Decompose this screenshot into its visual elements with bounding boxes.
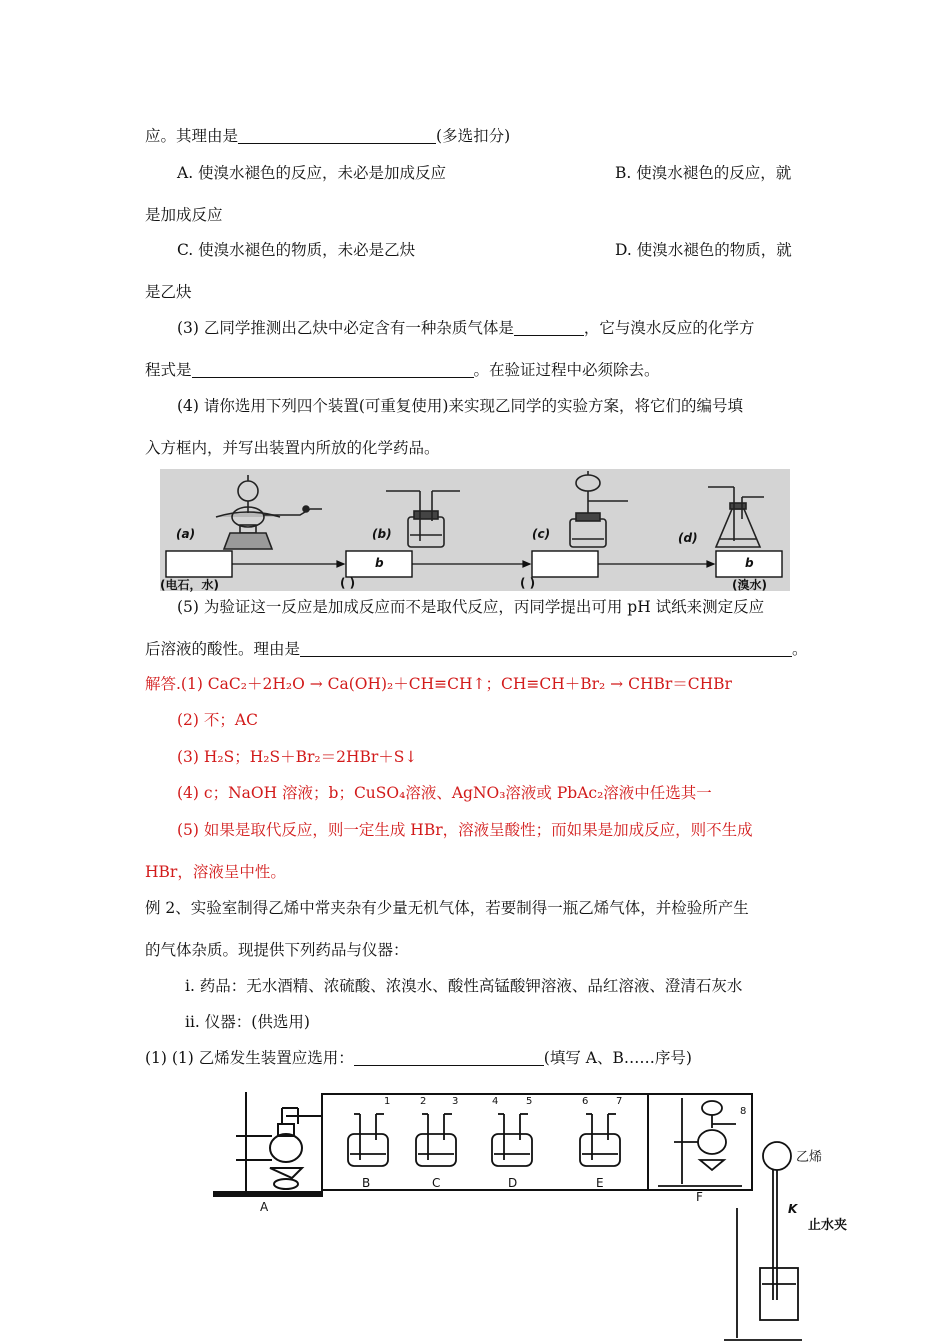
- bottle-C-icon: [416, 1134, 456, 1166]
- gas-collection-icon: [724, 1142, 802, 1340]
- apparatus-drawings: [160, 469, 790, 591]
- answer-5-cont: HBr，溶液呈中性。: [145, 863, 286, 881]
- ex2-q1: [145, 1048, 692, 1068]
- port-2: 2: [420, 1096, 427, 1107]
- box-a[interactable]: [166, 551, 232, 577]
- caption-a: (电石，水): [160, 578, 219, 592]
- ethylene-label: 乙烯: [796, 1150, 823, 1165]
- ex2-line2: 的气体杂质。现提供下列药品与仪器：: [145, 941, 409, 959]
- option-d: D. 使溴水褪色的物质，就: [615, 241, 792, 259]
- port-4: 4: [492, 1096, 499, 1107]
- q5-reason-blank[interactable]: [300, 641, 792, 657]
- label-A: A: [260, 1200, 269, 1214]
- q5-line2: [145, 639, 808, 659]
- port-7: 7: [616, 1096, 623, 1107]
- bottle-D-icon: [492, 1134, 532, 1166]
- port-5: 5: [526, 1096, 533, 1107]
- box-c[interactable]: [532, 551, 598, 577]
- instrument-drawings: [212, 1088, 862, 1344]
- label-a: (a): [176, 527, 196, 541]
- caption-b: ( ): [340, 576, 356, 590]
- q5-text-a: 后溶液的酸性。理由是: [145, 640, 301, 658]
- ex2-q1-text: (1) (1) 乙烯发生装置应选用：: [145, 1049, 354, 1067]
- answer-1: 解答.(1) CaC₂＋2H₂O → Ca(OH)₂＋CH≡CH↑；CH≡CH＋Br₂ → CHBr＝CHBr: [145, 675, 732, 693]
- q3-text-b: ，它与溴水反应的化学方: [583, 319, 755, 337]
- bottle-B-icon: [348, 1134, 388, 1166]
- q3-line1: [177, 318, 754, 338]
- port-1: 1: [384, 1096, 391, 1107]
- port-8: 8: [740, 1106, 747, 1117]
- label-D: D: [508, 1176, 518, 1190]
- apparatus-F-icon: [658, 1098, 742, 1186]
- q3-text-a: (3) 乙同学推测出乙炔中必定含有一种杂质气体是: [177, 319, 514, 337]
- option-c: C. 使溴水褪色的物质，未必是乙炔: [177, 241, 416, 259]
- apparatus-c-icon: [570, 471, 628, 547]
- apparatus-A-icon: [214, 1092, 322, 1196]
- option-d-cont: 是乙炔: [145, 283, 192, 301]
- clamp-label: 止水夹: [808, 1218, 848, 1233]
- ex2-reagents: ⅰ. 药品：无水酒精、浓硫酸、浓溴水、酸性高锰酸钾溶液、品红溶液、澄清石灰水: [185, 977, 743, 995]
- q2-reason-prefix: 应。其理由是: [145, 127, 239, 145]
- ex2-line1: 例 2、实验室制得乙烯中常夹杂有少量无机气体，若要制得一瓶乙烯气体，并检验所产生: [145, 899, 749, 917]
- ex2-q1-suffix: (填写 A、B……序号): [543, 1049, 692, 1067]
- valve-k-label: K: [788, 1202, 798, 1216]
- apparatus-b-icon: [386, 491, 460, 547]
- port-6: 6: [582, 1096, 589, 1107]
- answer-2: (2) 不；AC: [177, 711, 258, 729]
- option-a: A. 使溴水褪色的反应，未必是加成反应: [177, 164, 447, 182]
- q5-text-b: 。: [792, 640, 808, 658]
- caption-c: ( ): [520, 576, 536, 590]
- q4-line1: (4) 请你选用下列四个装置(可重复使用)来实现乙同学的实验方案，将它们的编号填: [177, 397, 743, 415]
- wash-bottles: [348, 1114, 620, 1166]
- apparatus-figure-2: [212, 1088, 862, 1344]
- box-b-text: b: [375, 556, 384, 570]
- q3-text-c: 程式是: [145, 361, 192, 379]
- q3-gas-blank[interactable]: [514, 320, 584, 336]
- apparatus-d-icon: [708, 487, 764, 547]
- q2-reason-suffix: (多选扣分): [436, 127, 511, 145]
- ex2-q1-blank[interactable]: [354, 1050, 544, 1066]
- option-b-cont: 是加成反应: [145, 206, 223, 224]
- answer-3: (3) H₂S；H₂S＋Br₂＝2HBr＋S↓: [177, 748, 418, 766]
- label-E: E: [596, 1176, 604, 1190]
- answer-4: (4) c；NaOH 溶液；b；CuSO₄溶液、AgNO₃溶液或 PbAc₂溶液中任选其一: [177, 784, 712, 802]
- box-d-text: b: [745, 556, 754, 570]
- q5-line1: (5) 为验证这一反应是加成反应而不是取代反应，丙同学提出可用 pH 试纸来测定反应: [177, 598, 765, 616]
- bottle-E-icon: [580, 1134, 620, 1166]
- answer-5: (5) 如果是取代反应，则一定生成 HBr，溶液呈酸性；而如果是加成反应，则不生成: [177, 821, 753, 839]
- label-B: B: [362, 1176, 371, 1190]
- apparatus-figure-1: [160, 469, 790, 591]
- q2-reason-blank[interactable]: [238, 128, 436, 144]
- ex2-instruments: ⅱ. 仪器：(供选用): [185, 1013, 310, 1031]
- q3-equation-blank[interactable]: [192, 362, 474, 378]
- port-3: 3: [452, 1096, 459, 1107]
- q3-text-d: 。在验证过程中必须除去。: [473, 361, 660, 379]
- label-F: F: [696, 1190, 703, 1204]
- q3-line2: [145, 360, 660, 380]
- q4-line2: 入方框内，并写出装置内所放的化学药品。: [145, 439, 440, 457]
- apparatus-a-icon: [216, 475, 322, 549]
- option-b: B. 使溴水褪色的反应，就: [615, 164, 792, 182]
- label-c: (c): [532, 527, 551, 541]
- label-b: (b): [372, 527, 392, 541]
- label-C: C: [432, 1176, 441, 1190]
- caption-d: (溴水): [732, 578, 767, 592]
- label-d: (d): [678, 531, 698, 545]
- q2-reason-line: [145, 126, 510, 146]
